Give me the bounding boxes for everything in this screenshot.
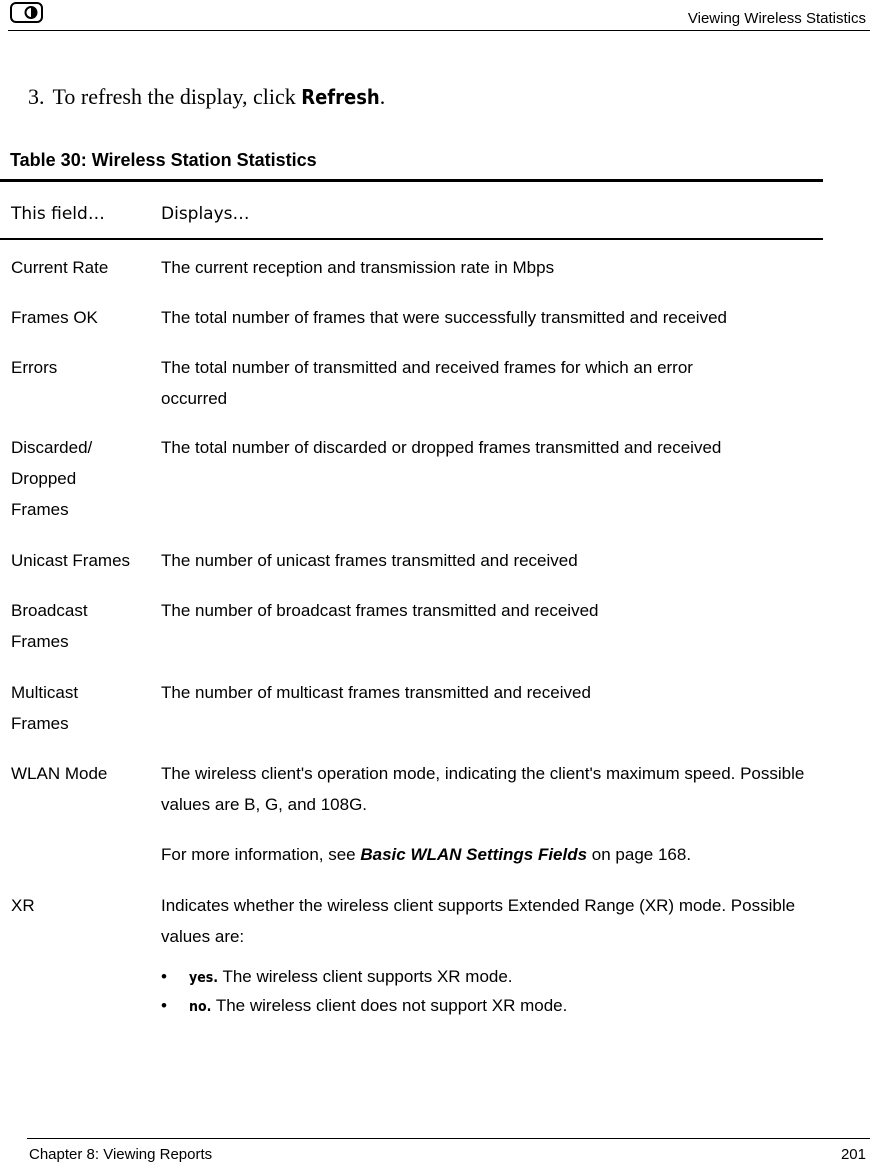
bullet-keyword: no. — [189, 999, 212, 1015]
header-divider — [8, 30, 870, 31]
step-suffix: . — [379, 84, 386, 109]
table-row-field: Errors — [11, 358, 58, 377]
step-text: To refresh the display, click — [52, 84, 302, 109]
table-row-desc: The total number of discarded or dropped frames transmitted and received — [161, 438, 722, 457]
logo-icon — [10, 2, 43, 23]
page-number: 201 — [840, 1146, 866, 1163]
bullet-keyword: yes. — [189, 970, 219, 986]
table-row-desc: The wireless client's operation mode, indicating the client's maximum speed. Possible values are B, G, and 108G. — [161, 764, 805, 814]
table-row-field: Discarded/ Dropped Frames — [11, 438, 93, 519]
table-row-desc: The total number of transmitted and received frames for which an error occurred — [161, 358, 693, 408]
bullet-icon: • — [161, 996, 167, 1015]
table-top-rule — [0, 179, 823, 182]
list-item — [161, 996, 567, 1016]
bullet-icon: • — [161, 967, 167, 986]
table-row-desc: The total number of frames that were successfully transmitted and received — [161, 308, 727, 327]
table-row-field: Frames OK — [11, 308, 98, 327]
table-header-rule — [0, 238, 823, 240]
more-info-suffix: on page 168. — [587, 845, 692, 864]
table-row-desc: The number of multicast frames transmitted and received — [161, 683, 591, 702]
table-title: Table 30: Wireless Station Statistics — [10, 150, 317, 170]
footer-divider — [27, 1138, 870, 1139]
step-instruction — [28, 84, 385, 110]
table-row-field: Multicast Frames — [11, 683, 79, 733]
column-header-displays: Displays… — [161, 204, 250, 224]
table-row-field: XR — [11, 896, 35, 915]
table-row-desc: The number of unicast frames transmitted and received — [161, 551, 578, 570]
more-info-text — [161, 839, 811, 870]
table-row-desc: The number of broadcast frames transmitted and received — [161, 601, 599, 620]
table-row-desc: The current reception and transmission rate in Mbps — [161, 258, 555, 277]
table-row-field: Unicast Frames — [11, 551, 131, 570]
header-title: Viewing Wireless Statistics — [687, 10, 866, 27]
table-row-field: Current Rate — [11, 258, 109, 277]
table-row-field: Broadcast Frames — [11, 601, 88, 651]
more-info-prefix: For more information, see — [161, 845, 361, 864]
table-row-desc: Indicates whether the wireless client supports Extended Range (XR) mode. Possible values are: — [161, 896, 796, 946]
bullet-text: The wireless client does not support XR mode. — [211, 996, 568, 1015]
basic-wlan-settings-link[interactable]: Basic WLAN Settings Fields — [360, 845, 588, 864]
table-row-field: WLAN Mode — [11, 764, 108, 783]
footer-chapter: Chapter 8: Viewing Reports — [29, 1146, 213, 1163]
step-number: 3. — [28, 84, 45, 109]
column-header-field: This field… — [11, 204, 105, 224]
list-item — [161, 967, 513, 987]
bullet-text: The wireless client supports XR mode. — [218, 967, 513, 986]
refresh-button-label: Refresh — [301, 85, 380, 109]
